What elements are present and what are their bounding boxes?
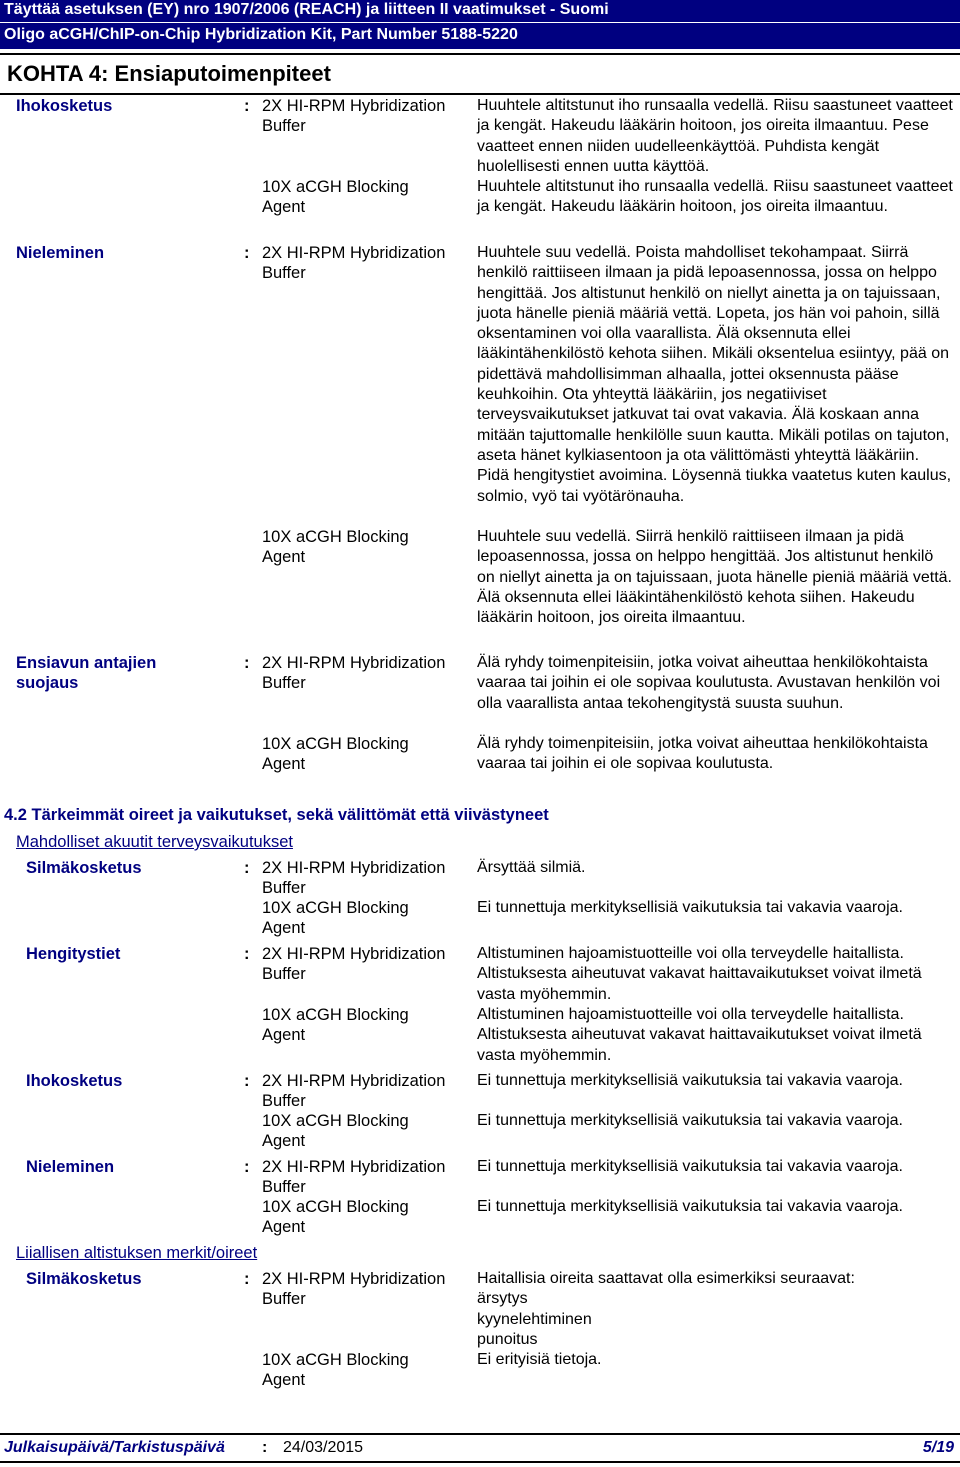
overexposure-title: Liiallisen altistuksen merkit/oireet [16, 1244, 258, 1262]
product-agent: 10X aCGH Blocking Agent [262, 528, 409, 567]
product-agent: 10X aCGH Blocking Agent [262, 1112, 409, 1151]
acute-eye-agent: Ei tunnettuja merkityksellisiä vaikutuksia tai vakavia vaaroja. [477, 899, 903, 916]
first-aid-ingestion-agent: Huuhtele suu vedellä. Siirrä henkilö raittiiseen ilmaan ja pidä lepoasennossa, jossa on helppo hengittää. Jos altistunut henkilö on niellyt ainetta ja on tajuissaan, juota hänelle pieniä määriä vettä. Älä oksennuta ellei lääkintähenkilöstö kehota siihen. Hakeudu lääkärin hoitoon, jos oireita ilmaantuu. [477, 528, 952, 627]
row-label-first-aider-protection: Ensiavun antajien suojaus [16, 654, 157, 693]
symptom-line: Haitallisia oireita saattavat olla esimerkiksi seuraavat: [477, 1270, 855, 1287]
product-buffer: 2X HI-RPM Hybridization Buffer [262, 859, 446, 898]
symptom-line: kyynelehtiminen [477, 1310, 592, 1328]
product-agent: 10X aCGH Blocking Agent [262, 899, 409, 938]
first-aid-skin-buffer: Huuhtele altitstunut iho runsaalla vedellä. Riisu saastuneet vaatteet ja kengät. Hakeudu lääkärin hoitoon, jos oireita ilmaantuu. Pese vaatteet ennen niiden uudelleenkäyttöä. Puhdista kengät huolellisesti ennen uutta käyttöä. [477, 97, 953, 175]
row-label-inhalation: Hengitystiet [26, 945, 121, 963]
colon: : [244, 1158, 250, 1176]
first-aid-ingestion-buffer: Huuhtele suu vedellä. Poista mahdolliset tekohampaat. Siirrä henkilö raittiiseen ilmaan ja pidä lepoasennossa, jossa on helppo hengittää. Jos altistunut henkilö on niellyt ainetta ja on tajuissaan, juota hänelle pieniä määriä vettä. Lopeta, jos hän voi pahoin, sillä oksentaminen voi olla vaarallista. Älä oksennuta ellei lääkintähenkilöstö kehota siihen. Mikäli oksentelua esiintyy, pää on pidettävä mahdollisimman alhaalla, jottei oksennusta pääse keuhkoihin. Ota yhteyttä lääkäriin, jos negatiiviset terveysvaikutukset jatkuvat tai ovat vakavia. Älä koskaan anna mitään tajuttomalle henkilölle suun kautta. Mikäli potilas on tajuton, aseta hänet kylkiasentoon ja ota välittömästi yhteyttä lääkäriin. Pidä hengitystiet avoimina. Löysennä tiukka vaatetus kuten kaulus, solmio, vyö tai vyötärönauha. [477, 244, 952, 505]
page-number: 5/19 [922, 1439, 954, 1456]
subsection-title: 4.2 Tärkeimmät oireet ja vaikutukset, sekä välittömät että viivästyneet [4, 806, 549, 824]
footer-date-label: Julkaisupäivä/Tarkistuspäivä [4, 1439, 225, 1456]
product-buffer: 2X HI-RPM Hybridization Buffer [262, 244, 446, 283]
colon: : [244, 1270, 250, 1288]
first-aider-protection-agent: Älä ryhdy toimenpiteisiin, jotka voivat aiheuttaa henkilökohtaista vaaraa tai joihin ei ole sopivaa koulutusta. [477, 735, 928, 773]
acute-skin-agent: Ei tunnettuja merkityksellisiä vaikutuksia tai vakavia vaaroja. [477, 1112, 903, 1129]
symptom-line: punoitus [477, 1330, 538, 1348]
colon: : [244, 945, 250, 963]
acute-skin-buffer: Ei tunnettuja merkityksellisiä vaikutuksia tai vakavia vaaroja. [477, 1072, 903, 1089]
first-aider-protection-buffer: Älä ryhdy toimenpiteisiin, jotka voivat aiheuttaa henkilökohtaista vaaraa tai joihin ei ole sopivaa koulutusta. Avustavan henkilön voi olla vaarallista antaa tekohengitystä suusta suuhun. [477, 654, 941, 712]
page-footer [0, 1433, 960, 1463]
colon: : [244, 654, 250, 672]
product-agent: 10X aCGH Blocking Agent [262, 178, 409, 217]
acute-effects-title: Mahdolliset akuutit terveysvaikutukset [16, 833, 293, 851]
footer-date: 24/03/2015 [283, 1439, 364, 1456]
product-buffer: 2X HI-RPM Hybridization Buffer [262, 654, 446, 693]
product-buffer: 2X HI-RPM Hybridization Buffer [262, 945, 446, 984]
product-header: Oligo aCGH/ChIP-on-Chip Hybridization Kit, Part Number 5188-5220 [0, 23, 960, 49]
product-agent: 10X aCGH Blocking Agent [262, 1198, 409, 1237]
row-label-skin: Ihokosketus [26, 1072, 123, 1090]
section-title: KOHTA 4: Ensiaputoimenpiteet [0, 53, 960, 95]
colon: : [244, 859, 250, 877]
row-label-eye: Silmäkosketus [26, 1270, 142, 1288]
overexposure-eye-agent: Ei erityisiä tietoja. [477, 1351, 602, 1368]
product-buffer: 2X HI-RPM Hybridization Buffer [262, 1072, 446, 1111]
acute-inhalation-buffer: Altistuminen hajoamistuotteille voi olla terveydelle haitallista. Altistuksesta aiheutuvat vakavat haittavaikutukset voivat ilmetä vasta myöhemmin. [477, 945, 922, 1003]
footer-colon: : [262, 1439, 268, 1456]
colon: : [244, 1072, 250, 1090]
colon: : [244, 97, 250, 115]
product-agent: 10X aCGH Blocking Agent [262, 1351, 409, 1390]
product-buffer: 2X HI-RPM Hybridization Buffer [262, 97, 446, 136]
first-aid-skin-agent: Huuhtele altitstunut iho runsaalla vedellä. Riisu saastuneet vaatteet ja kengät. Hakeudu lääkärin hoitoon, jos oireita ilmaantuu. [477, 178, 953, 216]
regulation-header: Täyttää asetuksen (EY) nro 1907/2006 (REACH) ja liitteen II vaatimukset - Suomi [0, 0, 960, 22]
acute-ingestion-agent: Ei tunnettuja merkityksellisiä vaikutuksia tai vakavia vaaroja. [477, 1198, 903, 1215]
product-buffer: 2X HI-RPM Hybridization Buffer [262, 1158, 446, 1197]
row-label-ingestion: Nieleminen [16, 244, 105, 262]
row-label-eye: Silmäkosketus [26, 859, 142, 877]
symptom-line: ärsytys [477, 1290, 528, 1308]
product-agent: 10X aCGH Blocking Agent [262, 1006, 409, 1045]
product-agent: 10X aCGH Blocking Agent [262, 735, 409, 774]
overexposure-eye-buffer [477, 1269, 955, 1350]
colon: : [244, 244, 250, 262]
row-label-ingestion: Nieleminen [26, 1158, 115, 1176]
row-label-skin: Ihokosketus [16, 97, 113, 115]
acute-inhalation-agent: Altistuminen hajoamistuotteille voi olla terveydelle haitallista. Altistuksesta aiheutuvat vakavat haittavaikutukset voivat ilmetä vasta myöhemmin. [477, 1006, 922, 1064]
acute-ingestion-buffer: Ei tunnettuja merkityksellisiä vaikutuksia tai vakavia vaaroja. [477, 1158, 903, 1175]
acute-eye-buffer: Ärsyttää silmiä. [477, 859, 586, 876]
product-buffer: 2X HI-RPM Hybridization Buffer [262, 1270, 446, 1309]
